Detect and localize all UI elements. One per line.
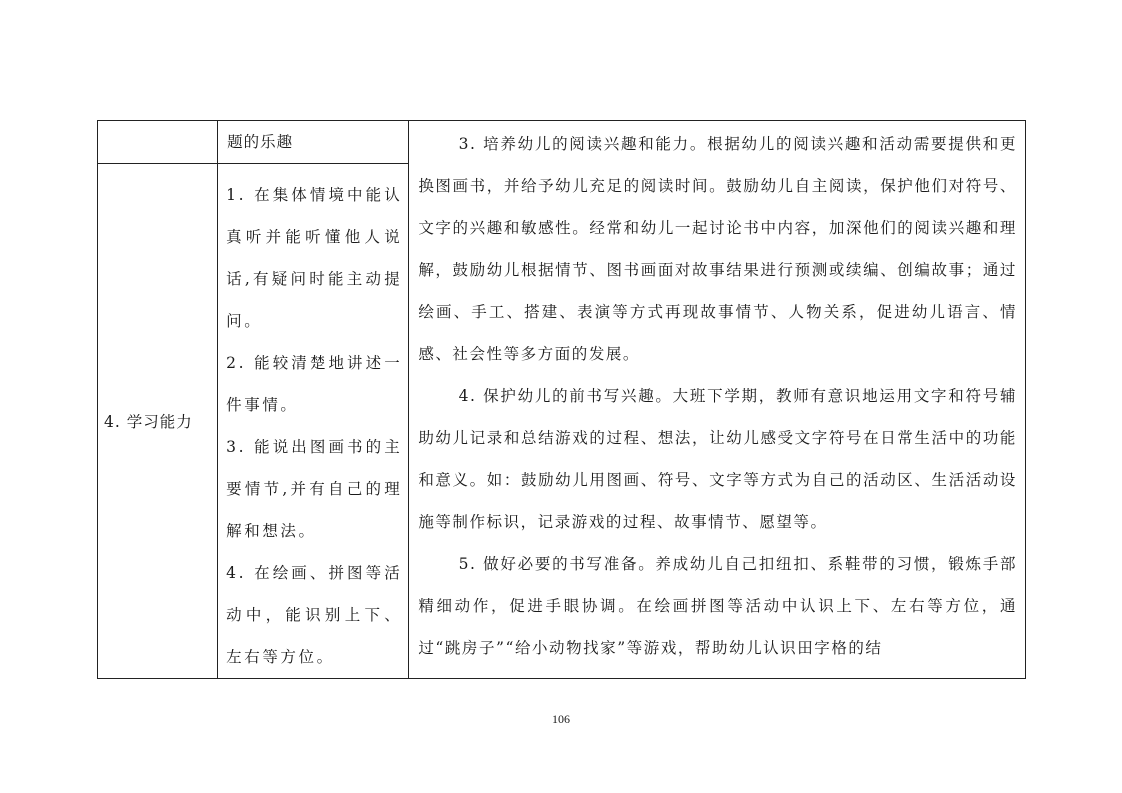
- goal-item: 1. 在集体情境中能认真听并能听懂他人说话,有疑问时能主动提问。: [226, 186, 403, 330]
- category-cell: 4. 学习能力: [98, 164, 218, 679]
- goal-cell: [218, 164, 409, 679]
- strategy-paragraph: 3. 培养幼儿的阅读兴趣和能力。根据幼儿的阅读兴趣和活动需要提供和更换图画书，并给予幼儿充足的阅读时间。鼓励幼儿自主阅读，保护他们对符号、文字的兴趣和敏感性。经常和幼儿一起讨论书中内容，加深他们的阅读兴趣和理解，鼓励幼儿根据情节、图书画面对故事结果进行预测或续编、创编故事；通过绘画、手工、搭建、表演等方式再现故事情节、人物关系，促进幼儿语言、情感、社会性等多方面的发展。: [418, 135, 1017, 363]
- goal-item: 3. 能说出图画书的主要情节,并有自己的理解和想法。: [226, 438, 403, 540]
- strategy-paragraph: 5. 做好必要的书写准备。养成幼儿自己扣纽扣、系鞋带的习惯，锻炼手部精细动作，促进手眼协调。在绘画拼图等活动中认识上下、左右等方位，通过“跳房子”“给小动物找家”等游戏，帮助幼儿认识田字格的结: [418, 555, 1017, 657]
- table-row: [98, 121, 1026, 164]
- goal-item: 2. 能较清楚地讲述一件事情。: [226, 354, 403, 414]
- category-cell-empty: [98, 121, 218, 164]
- page-number: 106: [552, 712, 570, 726]
- curriculum-table: [97, 120, 1026, 679]
- goal-tail-cell: 题的乐趣: [218, 121, 409, 164]
- strategy-paragraph: 4. 保护幼儿的前书写兴趣。大班下学期，教师有意识地运用文字和符号辅助幼儿记录和总结游戏的过程、想法，让幼儿感受文字符号在日常生活中的功能和意义。如：鼓励幼儿用图画、符号、文字等方式为自己的活动区、生活活动设施等制作标识，记录游戏的过程、故事情节、愿望等。: [418, 387, 1017, 531]
- strategy-cell: [409, 121, 1026, 679]
- goal-item: 4. 在绘画、拼图等活动中，能识别上下、左右等方位。: [226, 564, 403, 666]
